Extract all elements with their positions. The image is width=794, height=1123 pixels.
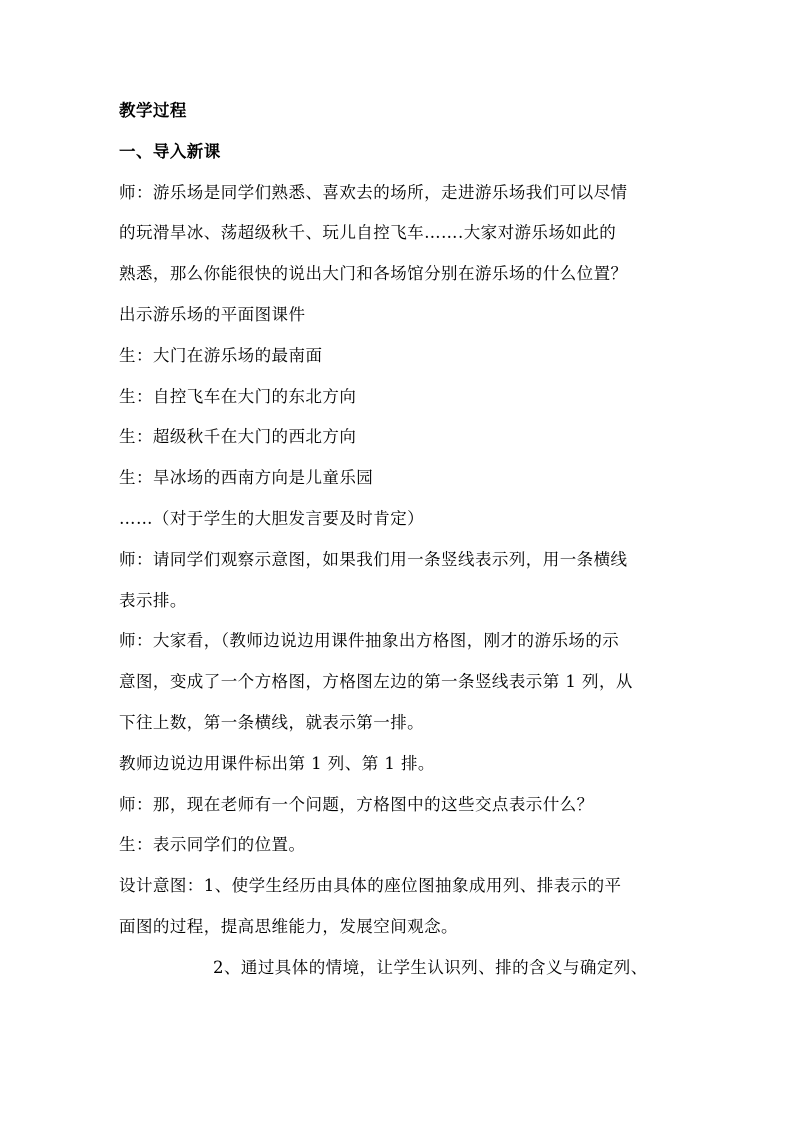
paragraph-line: 意图，变成了一个方格图，方格图左边的第一条竖线表示第 1 列，从 [119, 672, 633, 692]
paragraph-line: 教师边说边用课件标出第 1 列、第 1 排。 [119, 753, 435, 773]
paragraph-line: 师：大家看，（教师边说边用课件抽象出方格图，刚才的游乐场的示 [119, 631, 620, 651]
paragraph-line: 面图的过程，提高思维能力，发展空间观念。 [119, 916, 458, 936]
paragraph-line: 师：那，现在老师有一个问题，方格图中的这些交点表示什么？ [119, 794, 594, 814]
section-heading: 一、导入新课 [119, 141, 221, 161]
paragraph-line: 生：自控飞车在大门的东北方向 [119, 386, 357, 406]
paragraph-line: 师：游乐场是同学们熟悉、喜欢去的场所，走进游乐场我们可以尽情 [119, 182, 628, 202]
document-body [119, 101, 689, 999]
paragraph-line: 熟悉，那么你能很快的说出大门和各场馆分别在游乐场的什么位置？ [119, 264, 628, 284]
paragraph-line: 出示游乐场的平面图课件 [119, 304, 306, 324]
paragraph-line: 师：请同学们观察示意图，如果我们用一条竖线表示列，用一条横线 [119, 549, 628, 569]
paragraph-line: 生：超级秋千在大门的西北方向 [119, 427, 357, 447]
paragraph-line: 生：旱冰场的西南方向是儿童乐园 [119, 468, 374, 488]
paragraph-line: 下往上数，第一条横线，就表示第一排。 [119, 712, 425, 732]
paragraph-line: 的玩滑旱冰、荡超级秋千、玩儿自控飞车…….大家对游乐场如此的 [119, 223, 617, 243]
paragraph-line: 设计意图：1、使学生经历由具体的座位图抽象成用列、排表示的平 [119, 876, 622, 896]
document-title: 教学过程 [119, 101, 187, 120]
paragraph-line: 生：表示同学们的位置。 [119, 835, 306, 855]
paragraph-line: 2、通过具体的情境，让学生认识列、排的含义与确定列、 [213, 957, 648, 977]
paragraph-line: 生：大门在游乐场的最南面 [119, 345, 323, 365]
paragraph-line: ……（对于学生的大胆发言要及时肯定） [119, 508, 425, 528]
paragraph-line: 表示排。 [119, 590, 187, 610]
